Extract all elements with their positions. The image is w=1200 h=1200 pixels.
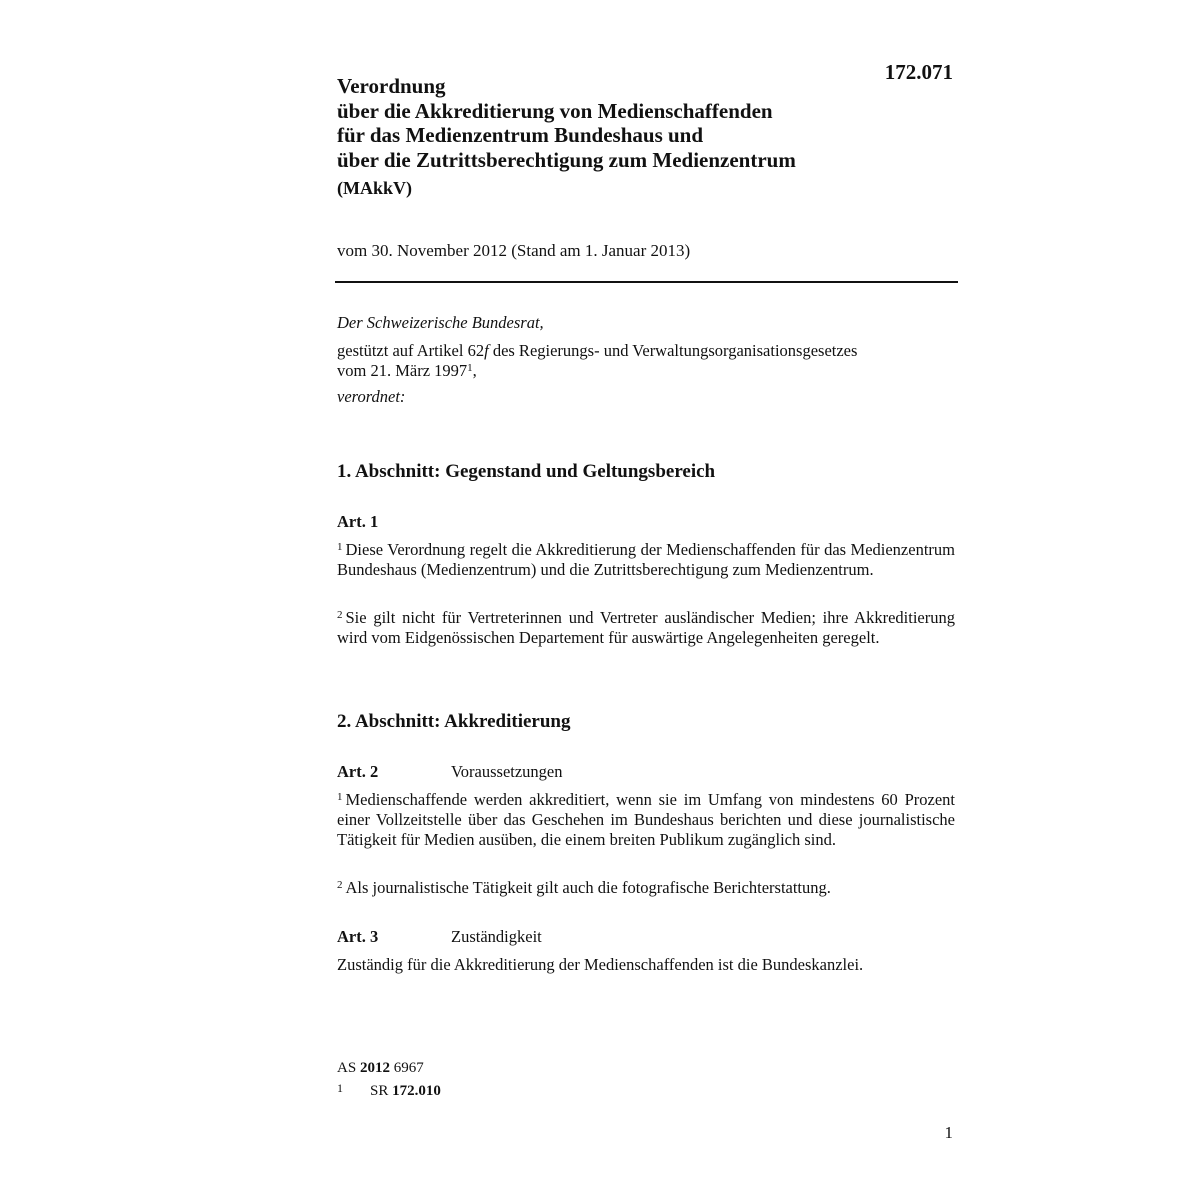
article-title: Zuständigkeit — [451, 927, 542, 946]
page-number: 1 — [944, 1123, 953, 1142]
official-compilation-reference — [337, 1058, 441, 1078]
article-number: Art. 1 — [337, 512, 379, 531]
footnote-prefix: SR — [370, 1083, 389, 1099]
title-line: Verordnung — [337, 74, 446, 98]
footnotes — [337, 1058, 441, 1101]
basis-letter: f — [484, 341, 489, 360]
ordinance-date: vom 30. November 2012 (Stand am 1. Januar 2013) — [337, 241, 691, 260]
paragraph-text: Zuständig für die Akkreditierung der Medienschaffenden ist die Bundeskanzlei. — [337, 955, 864, 974]
paragraph-text: Sie gilt nicht für Vertreterinnen und Vertreter ausländischer Medien; ihre Akkreditierung wird vom Eidgenössischen Departement für auswärtige Angelegenheiten geregelt. — [337, 608, 955, 647]
basis-line2: vom 21. März 1997 — [337, 361, 468, 380]
basis-prefix: gestützt auf Artikel 62 — [337, 341, 485, 360]
article-paragraph — [337, 790, 955, 850]
preamble-legal-basis — [337, 341, 957, 381]
article-heading — [337, 927, 542, 947]
as-page: 6967 — [393, 1060, 424, 1076]
paragraph-number: 1 — [337, 791, 343, 803]
footnote-reference-number: 172.010 — [392, 1083, 441, 1099]
as-year: 2012 — [359, 1060, 390, 1076]
footnote-reference[interactable]: 1 — [467, 362, 473, 374]
article-paragraph — [337, 608, 955, 648]
paragraph-text: Medienschaffende werden akkreditiert, wenn sie im Umfang von mindestens 60 Prozent einer Vollzeitstelle über das Geschehen im Bundeshaus berichten und diese journalistische Tätigkeit für Medien ausüben, die einem breiten Publikum zugänglich sind. — [337, 790, 955, 849]
preamble-enacting-clause: verordnet: — [337, 387, 406, 406]
sr-number: 172.071 — [884, 60, 953, 84]
as-prefix: AS — [337, 1060, 357, 1076]
title-line: über die Zutrittsberechtigung zum Medienzentrum — [337, 147, 796, 172]
ordinance-abbreviation: (MAkkV) — [337, 178, 412, 198]
title-line: über die Akkreditierung von Medienschaffenden — [337, 98, 773, 123]
basis-end: , — [472, 361, 477, 380]
paragraph-number: 2 — [337, 609, 343, 621]
paragraph-text: Als journalistische Tätigkeit gilt auch die fotografische Berichterstattung. — [345, 878, 831, 897]
title-line: für das Medienzentrum Bundeshaus und — [337, 123, 704, 147]
header-divider — [335, 281, 958, 283]
basis-rest: des Regierungs- und Verwaltungsorganisationsgesetzes — [488, 341, 858, 360]
ordinance-title — [337, 74, 796, 172]
preamble-issuer: Der Schweizerische Bundesrat, — [337, 313, 544, 332]
paragraph-number: 2 — [337, 879, 343, 891]
section-heading: 1. Abschnitt: Gegenstand und Geltungsbereich — [337, 461, 716, 482]
article-paragraph — [337, 540, 955, 580]
section-heading: 2. Abschnitt: Akkreditierung — [337, 711, 571, 732]
preamble — [337, 313, 957, 407]
article-title: Voraussetzungen — [451, 762, 563, 781]
footnote — [337, 1078, 441, 1101]
footnote-mark: 1 — [337, 1081, 343, 1095]
article-paragraph — [337, 955, 955, 975]
article-heading — [337, 512, 451, 532]
article-number: Art. 2 — [337, 762, 379, 781]
paragraph-text: Diese Verordnung regelt die Akkreditierung der Medienschaffenden für das Medienzentrum Bundeshaus (Medienzentrum) und die Zutrittsberechtigung zum Medienzentrum. — [337, 540, 955, 579]
article-paragraph — [337, 878, 955, 898]
paragraph-number: 1 — [337, 541, 343, 553]
article-heading — [337, 762, 563, 782]
article-number: Art. 3 — [337, 927, 379, 946]
